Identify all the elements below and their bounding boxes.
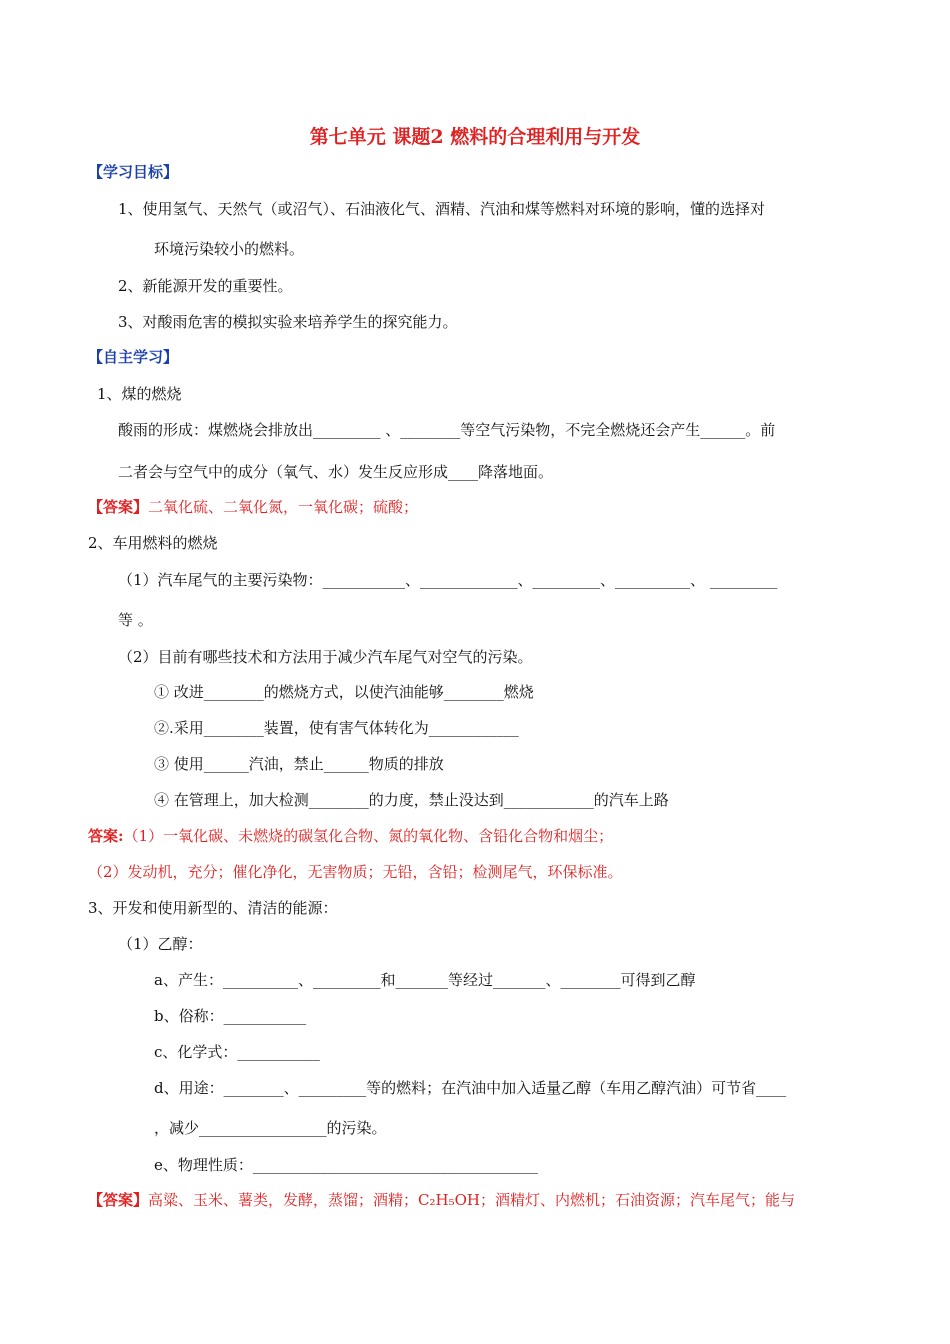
coal-heading: 1、煤的燃烧: [97, 385, 182, 403]
vehicle-fuel-heading: 2、车用燃料的燃烧: [88, 534, 218, 552]
ethanol-heading: （1）乙醇：: [118, 935, 203, 953]
answer-3-label: 【答案】: [88, 1191, 149, 1209]
answer-3-text: 高粱、玉米、薯类，发酵，蒸馏；酒精；C₂H₅OH；酒精灯、内燃机；石油资源；汽车尾气；能与: [148, 1191, 795, 1209]
vehicle-item-1: ① 改进________的燃烧方式，以使汽油能够________燃烧: [154, 683, 534, 701]
goal-item-3: 3、对酸雨危害的模拟实验来培养学生的探究能力。: [118, 313, 458, 331]
vehicle-q1-line-1: （1）汽车尾气的主要污染物：___________、_____________、_________、__________、 _________: [118, 571, 778, 589]
vehicle-item-3: ③ 使用______汽油，禁止______物质的排放: [154, 755, 444, 773]
ethanol-item-b: b、俗称：___________: [154, 1007, 307, 1025]
ethanol-item-d: d、用途：________、_________等的燃料；在汽油中加入适量乙醇（车用乙醇汽油）可节省____: [154, 1079, 787, 1097]
section-header-goals: 【学习目标】: [88, 163, 179, 181]
answer-1-label: 【答案】: [88, 498, 149, 516]
answer-3: [88, 1190, 795, 1210]
vehicle-item-4: ④ 在管理上，加大检测________的力度，禁止没达到____________的汽车上路: [154, 791, 669, 809]
answer-2-line-1: [88, 826, 613, 846]
answer-2-label: 答案:: [88, 827, 124, 845]
section-header-self-study: 【自主学习】: [88, 348, 179, 366]
page-title: 第七单元 课题2 燃料的合理利用与开发: [309, 126, 641, 148]
new-energy-heading: 3、开发和使用新型的、清洁的能源：: [88, 899, 338, 917]
ethanol-item-d-continued: ，减少_________________的污染。: [154, 1119, 387, 1137]
ethanol-item-e: e、物理性质：______________________________________: [154, 1156, 538, 1174]
ethanol-item-c: c、化学式：___________: [154, 1043, 320, 1061]
ethanol-item-a: a、产生：__________、_________和_______等经过_______、________可得到乙醇: [154, 971, 696, 989]
answer-1: [88, 497, 418, 517]
vehicle-item-2: ②.采用________装置，使有害气体转化为____________: [154, 719, 519, 737]
acid-rain-line-1: 酸雨的形成：煤燃烧会排放出_________ 、________等空气污染物，不完全燃烧还会产生______。前: [118, 421, 776, 439]
goal-item-2: 2、新能源开发的重要性。: [118, 277, 293, 295]
vehicle-q1-line-2: 等 。: [118, 611, 153, 629]
goal-item-1-continued: 环境污染较小的燃料。: [154, 240, 305, 258]
answer-1-text: 二氧化硫、二氧化氮，一氧化碳；硫酸；: [148, 498, 419, 516]
answer-2-line-2: （2）发动机，充分；催化净化，无害物质；无铅，含铅；检测尾气，环保标准。: [88, 863, 623, 881]
acid-rain-line-2: 二者会与空气中的成分（氧气、水）发生反应形成____降落地面。: [118, 463, 554, 481]
answer-2-text-1: （1）一氧化碳、未燃烧的碳氢化合物、氮的氧化物、含铅化合物和烟尘；: [123, 827, 614, 845]
goal-item-1: 1、使用氢气、天然气（或沼气）、石油液化气、酒精、汽油和煤等燃料对环境的影响，懂的选择对: [118, 200, 766, 218]
vehicle-q2: （2）目前有哪些技术和方法用于减少汽车尾气对空气的污染。: [118, 648, 533, 666]
